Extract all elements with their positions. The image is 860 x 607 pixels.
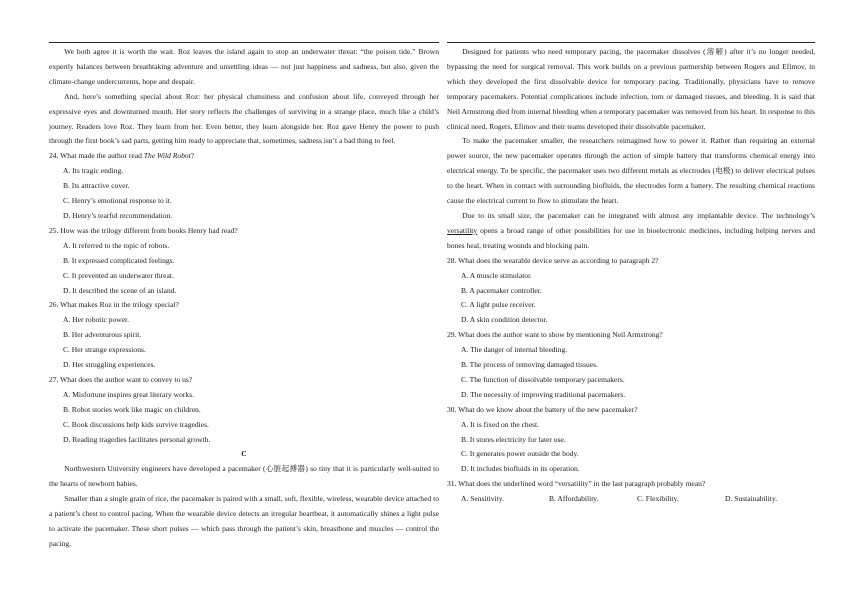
option: A. Misfortune inspires great literary works. (63, 389, 194, 399)
option: A. A muscle stimulator. (461, 270, 533, 280)
option: B. It stores electricity for later use. (461, 434, 566, 444)
book-title: The Wild Robot (143, 151, 191, 161)
paragraph: Due to its small size, the pacemaker can be integrated with almost any implantable device. The technology’s versatility opens a broad range of other possibilities for use in bioelectronic medicines, including helping nerves and bones heal, treating wounds and blocking pain. (447, 210, 815, 250)
option: C. Flexibility. (637, 494, 679, 504)
option: A. Sensitivity. (461, 494, 504, 504)
paragraph: To make the pacemaker smaller, the researchers reimagined how to power it. Rather than requiring an external power source, the new pacemaker operates through the action of simple battery that transforms chemical energy into electrical energy. To be specific, the pacemaker uses two different metals as electrodes (电极) to deliver electrical pulses to the heart. When in contact with surrounding biofluids, the electrodes form a battery. The resulting chemical reactions cause the electrical current to flow to stimulate the heart. (447, 136, 815, 206)
option: D. It described the scene of an island. (63, 285, 177, 295)
underlined-word: versatility (447, 225, 478, 235)
option: B. It expressed complicated feelings. (63, 255, 175, 265)
option: C. It generates power outside the body. (461, 449, 579, 459)
option: B. Her adventurous spirit. (63, 330, 142, 340)
section-heading: C (241, 449, 247, 459)
option: B. Its attractive cover. (63, 181, 130, 191)
option: A. Her robotic power. (63, 315, 130, 325)
paragraph: Northwestern University engineers have developed a pacemaker (心脏起搏器) so tiny that it is particularly well-suited to the hearts of newborn babies. (49, 464, 439, 489)
question-30: 30. What do we know about the battery of the new pacemaker? (447, 404, 638, 414)
paragraph: Smaller than a single grain of rice, the pacemaker is paired with a small, soft, flexible, wireless, wearable device attached to a patient’s chest to control pacing. When the wearable device detects an irregular heartbeat, it automatically shines a light pulse to activate the pacemaker. These short pulses — which pass through the patient’s skin, breastbone and muscles — control the pacing. (49, 494, 439, 548)
option: D. The necessity of improving traditional pacemakers. (461, 389, 626, 399)
option: A. It referred to the topic of robots. (63, 240, 170, 250)
top-rule-right (447, 42, 815, 43)
question-29: 29. What does the author want to show by mentioning Neil Armstrong? (447, 330, 663, 340)
question-24: 24. What made the author read The Wild Robot? (49, 151, 195, 161)
option: D. Sustainability. (725, 494, 778, 504)
left-column (49, 45, 439, 552)
question-27: 27. What does the author want to convey to us? (49, 374, 193, 384)
option: D. Her struggling experiences. (63, 360, 156, 370)
option: B. A pacemaker controller. (461, 285, 542, 295)
option: A. It is fixed on the chest. (461, 419, 539, 429)
option: C. It prevented an underwater threat. (63, 270, 174, 280)
option: B. Affordability. (549, 494, 599, 504)
option: C. A light pulse receiver. (461, 300, 536, 310)
option: C. Henry’s emotional response to it. (63, 196, 172, 206)
right-column (447, 45, 815, 507)
option: D. Reading tragedies facilitates personal growth. (63, 434, 211, 444)
option: B. The process of removing damaged tissues. (461, 360, 598, 370)
question-26: 26. What makes Roz in the trilogy special? (49, 300, 179, 310)
option: D. Henry’s tearful recommendation. (63, 210, 173, 220)
paragraph: And, here’s something special about Roz: her physical clumsiness and confusion about life, conveyed through her expressive eyes and downturned mouth. Her story reflects the challenges of surviving in a strange place, much like a child’s journey. Readers love Roz. They learn from her. Even better, they learn alongside her. Roz gave Henry the power to push through the first book’s sad parts, getting him ready to appreciate that, sometimes, sadness isn’t a bad thing to feel. (49, 91, 439, 146)
question-28: 28. What does the wearable device serve as according to paragraph 2? (447, 255, 659, 265)
option: C. Book discussions help kids survive tragedies. (63, 419, 209, 429)
option: C. Her strange expressions. (63, 345, 146, 355)
option: D. It includes biofluids in its operation. (461, 464, 580, 474)
top-rule-left (49, 42, 439, 43)
question-25: 25. How was the trilogy different from books Henry had read? (49, 225, 238, 235)
option: D. A skin condition detector. (461, 315, 548, 325)
question-31: 31. What does the underlined word “versatility” in the last paragraph probably mean? (447, 479, 706, 489)
option: A. The danger of internal bleeding. (461, 345, 568, 355)
option: C. The function of dissolvable temporary pacemakers. (461, 374, 625, 384)
option-row (461, 492, 815, 507)
paragraph: Designed for patients who need temporary pacing, the pacemaker dissolves (溶解) after it’s no longer needed, bypassing the need for surgical removal. This work builds on a previous partnership between Rogers and Efimov, in which they developed the first dissolvable device for temporary pacing. Traditionally, physicians have to remove temporary pacemakers. Potential complications include infection, torn or damaged tissues, and bleeding. It is said that Neil Armstrong died from internal bleeding when a temporary pacemaker was removed from his heart. In response to this clinical need, Rogers, Efimov and their teams developed their dissolvable pacemaker. (447, 47, 815, 131)
option: A. Its tragic ending. (63, 166, 124, 176)
paragraph: We both agree it is worth the wait. Roz leaves the island again to stop an underwater threat: “the poison tide.” Brown expertly balances between breathtaking adventure and unsettling ideas — not just happiness and sadness, but also, given the climate-change undercurrents, hope and despair. (49, 47, 439, 86)
option: B. Robot stories work like magic on children. (63, 404, 201, 414)
